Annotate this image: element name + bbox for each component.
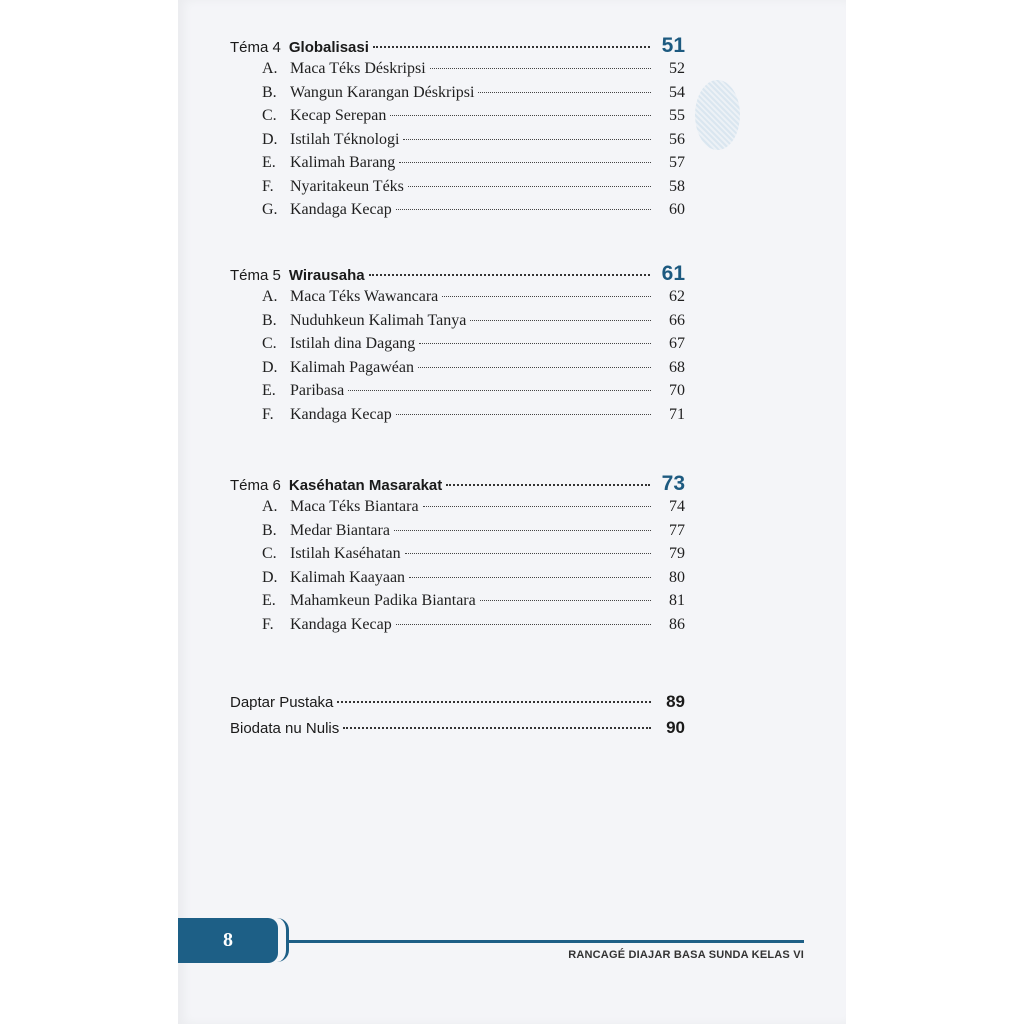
page-number-tab <box>178 918 278 963</box>
theme-name: Wirausaha <box>288 267 365 284</box>
theme-number: Téma 6 <box>230 477 281 494</box>
toc-entry-daptar-pustaka[interactable] <box>230 692 685 718</box>
toc-entry[interactable] <box>230 522 685 546</box>
toc-entry[interactable] <box>230 312 685 336</box>
toc-entry[interactable] <box>230 154 685 178</box>
toc-entry[interactable] <box>230 84 685 108</box>
entry-title: Kandaga Kecap <box>290 405 392 423</box>
entry-title: Kecap Serepan <box>290 107 387 124</box>
entry-letter: F. <box>262 615 274 633</box>
entry-page: 77 <box>669 521 685 539</box>
entry-letter: C. <box>262 107 277 124</box>
entry-page: 60 <box>669 201 685 218</box>
toc-entry[interactable] <box>230 592 685 616</box>
entry-page: 52 <box>669 60 685 77</box>
dot-leader <box>343 727 651 729</box>
page-number: 8 <box>223 929 233 951</box>
entry-letter: A. <box>262 60 278 77</box>
entry-letter: C. <box>262 545 277 562</box>
dot-leader <box>405 553 651 554</box>
dot-leader <box>423 506 651 507</box>
entry-page: 55 <box>669 107 685 124</box>
entry-page: 58 <box>669 177 685 195</box>
entry-title: Nuduhkeun Kalimah Tanya <box>290 311 467 329</box>
entry-title: Daptar Pustaka <box>230 694 334 711</box>
entry-title: Istilah dina Dagang <box>290 335 416 352</box>
entry-title: Kalimah Barang <box>290 154 396 171</box>
theme-section-4 <box>230 34 685 225</box>
entry-title: Mahamkeun Padika Biantara <box>290 592 476 609</box>
dot-leader <box>408 186 651 187</box>
theme-number: Téma 5 <box>230 267 281 284</box>
dot-leader <box>373 46 650 48</box>
dot-leader <box>394 530 651 531</box>
entry-title: Paribasa <box>290 382 345 399</box>
entry-title: Maca Téks Biantara <box>290 498 419 515</box>
entry-page: 67 <box>669 335 685 352</box>
entry-page: 74 <box>669 498 685 515</box>
entry-title: Biodata nu Nulis <box>230 720 340 737</box>
toc-entry[interactable] <box>230 406 685 430</box>
footer-bracket <box>274 918 289 962</box>
entry-letter: B. <box>262 521 277 539</box>
entry-page: 89 <box>666 692 685 711</box>
dot-leader <box>390 115 651 116</box>
entry-letter: E. <box>262 382 276 399</box>
entry-title: Istilah Téknologi <box>290 130 400 148</box>
entry-page: 86 <box>669 615 685 633</box>
theme-heading[interactable] <box>230 262 685 288</box>
entry-title: Kandaga Kecap <box>290 201 392 218</box>
entry-title: Maca Téks Déskripsi <box>290 60 426 77</box>
entry-letter: F. <box>262 405 274 423</box>
theme-page-number: 61 <box>661 262 685 285</box>
toc-entry[interactable] <box>230 288 685 312</box>
toc-entry[interactable] <box>230 498 685 522</box>
book-title: RANCAGÉ DIAJAR BASA SUNDA KELAS VI <box>568 949 804 961</box>
toc-entry[interactable] <box>230 178 685 202</box>
dot-leader <box>403 139 651 140</box>
toc-entry[interactable] <box>230 382 685 406</box>
dot-leader <box>418 367 651 368</box>
theme-section-6 <box>230 472 685 639</box>
entry-page: 66 <box>669 311 685 329</box>
dot-leader <box>337 701 651 703</box>
dot-leader <box>480 600 651 601</box>
toc-entry[interactable] <box>230 359 685 383</box>
dot-leader <box>478 92 651 93</box>
entry-letter: D. <box>262 358 278 376</box>
dot-leader <box>442 296 651 297</box>
entry-letter: A. <box>262 498 278 515</box>
entry-letter: C. <box>262 335 277 352</box>
theme-section-5 <box>230 262 685 429</box>
entry-page: 71 <box>669 405 685 423</box>
theme-heading[interactable] <box>230 472 685 498</box>
dot-leader <box>430 68 651 69</box>
toc-entry[interactable] <box>230 201 685 225</box>
entry-title: Kalimah Kaayaan <box>290 568 406 586</box>
entry-letter: A. <box>262 288 278 305</box>
entry-letter: B. <box>262 83 277 101</box>
toc-entry-biodata[interactable] <box>230 718 685 744</box>
entry-letter: G. <box>262 201 278 218</box>
toc-entry[interactable] <box>230 60 685 84</box>
entry-letter: D. <box>262 568 278 586</box>
entry-page: 56 <box>669 130 685 148</box>
entry-letter: D. <box>262 130 278 148</box>
theme-name: Kaséhatan Masarakat <box>288 477 443 494</box>
dot-leader <box>399 162 651 163</box>
theme-heading[interactable] <box>230 34 685 60</box>
dot-leader <box>446 484 649 486</box>
entry-page: 57 <box>669 154 685 171</box>
toc-entry[interactable] <box>230 545 685 569</box>
theme-page-number: 73 <box>661 472 685 495</box>
entry-letter: B. <box>262 311 277 329</box>
entry-page: 68 <box>669 358 685 376</box>
theme-number: Téma 4 <box>230 39 281 56</box>
entry-page: 70 <box>669 382 685 399</box>
entry-page: 54 <box>669 83 685 101</box>
entry-title: Nyaritakeun Téks <box>290 177 404 195</box>
toc-entry[interactable] <box>230 107 685 131</box>
toc-entry[interactable] <box>230 335 685 359</box>
footer-rule <box>288 940 804 943</box>
dot-leader <box>470 320 651 321</box>
entry-title: Kalimah Pagawéan <box>290 358 414 376</box>
entry-letter: E. <box>262 592 276 609</box>
entry-title: Wangun Karangan Déskripsi <box>290 83 475 101</box>
entry-page: 79 <box>669 545 685 562</box>
entry-letter: E. <box>262 154 276 171</box>
toc-entry[interactable] <box>230 569 685 593</box>
back-matter <box>230 692 685 744</box>
entry-page: 80 <box>669 568 685 586</box>
entry-letter: F. <box>262 177 274 195</box>
entry-title: Maca Téks Wawancara <box>290 288 439 305</box>
entry-page: 62 <box>669 288 685 305</box>
dot-leader <box>396 624 651 625</box>
entry-title: Medar Biantara <box>290 521 390 539</box>
dot-leader <box>396 414 651 415</box>
dot-leader <box>348 390 651 391</box>
entry-page: 81 <box>669 592 685 609</box>
entry-page: 90 <box>666 718 685 737</box>
dot-leader <box>369 274 650 276</box>
theme-name: Globalisasi <box>288 39 369 56</box>
dot-leader <box>396 209 651 210</box>
toc-entry[interactable] <box>230 616 685 640</box>
dot-leader <box>419 343 651 344</box>
toc-entry[interactable] <box>230 131 685 155</box>
entry-title: Istilah Kaséhatan <box>290 545 401 562</box>
entry-title: Kandaga Kecap <box>290 615 392 633</box>
theme-page-number: 51 <box>661 34 685 57</box>
dot-leader <box>409 577 651 578</box>
